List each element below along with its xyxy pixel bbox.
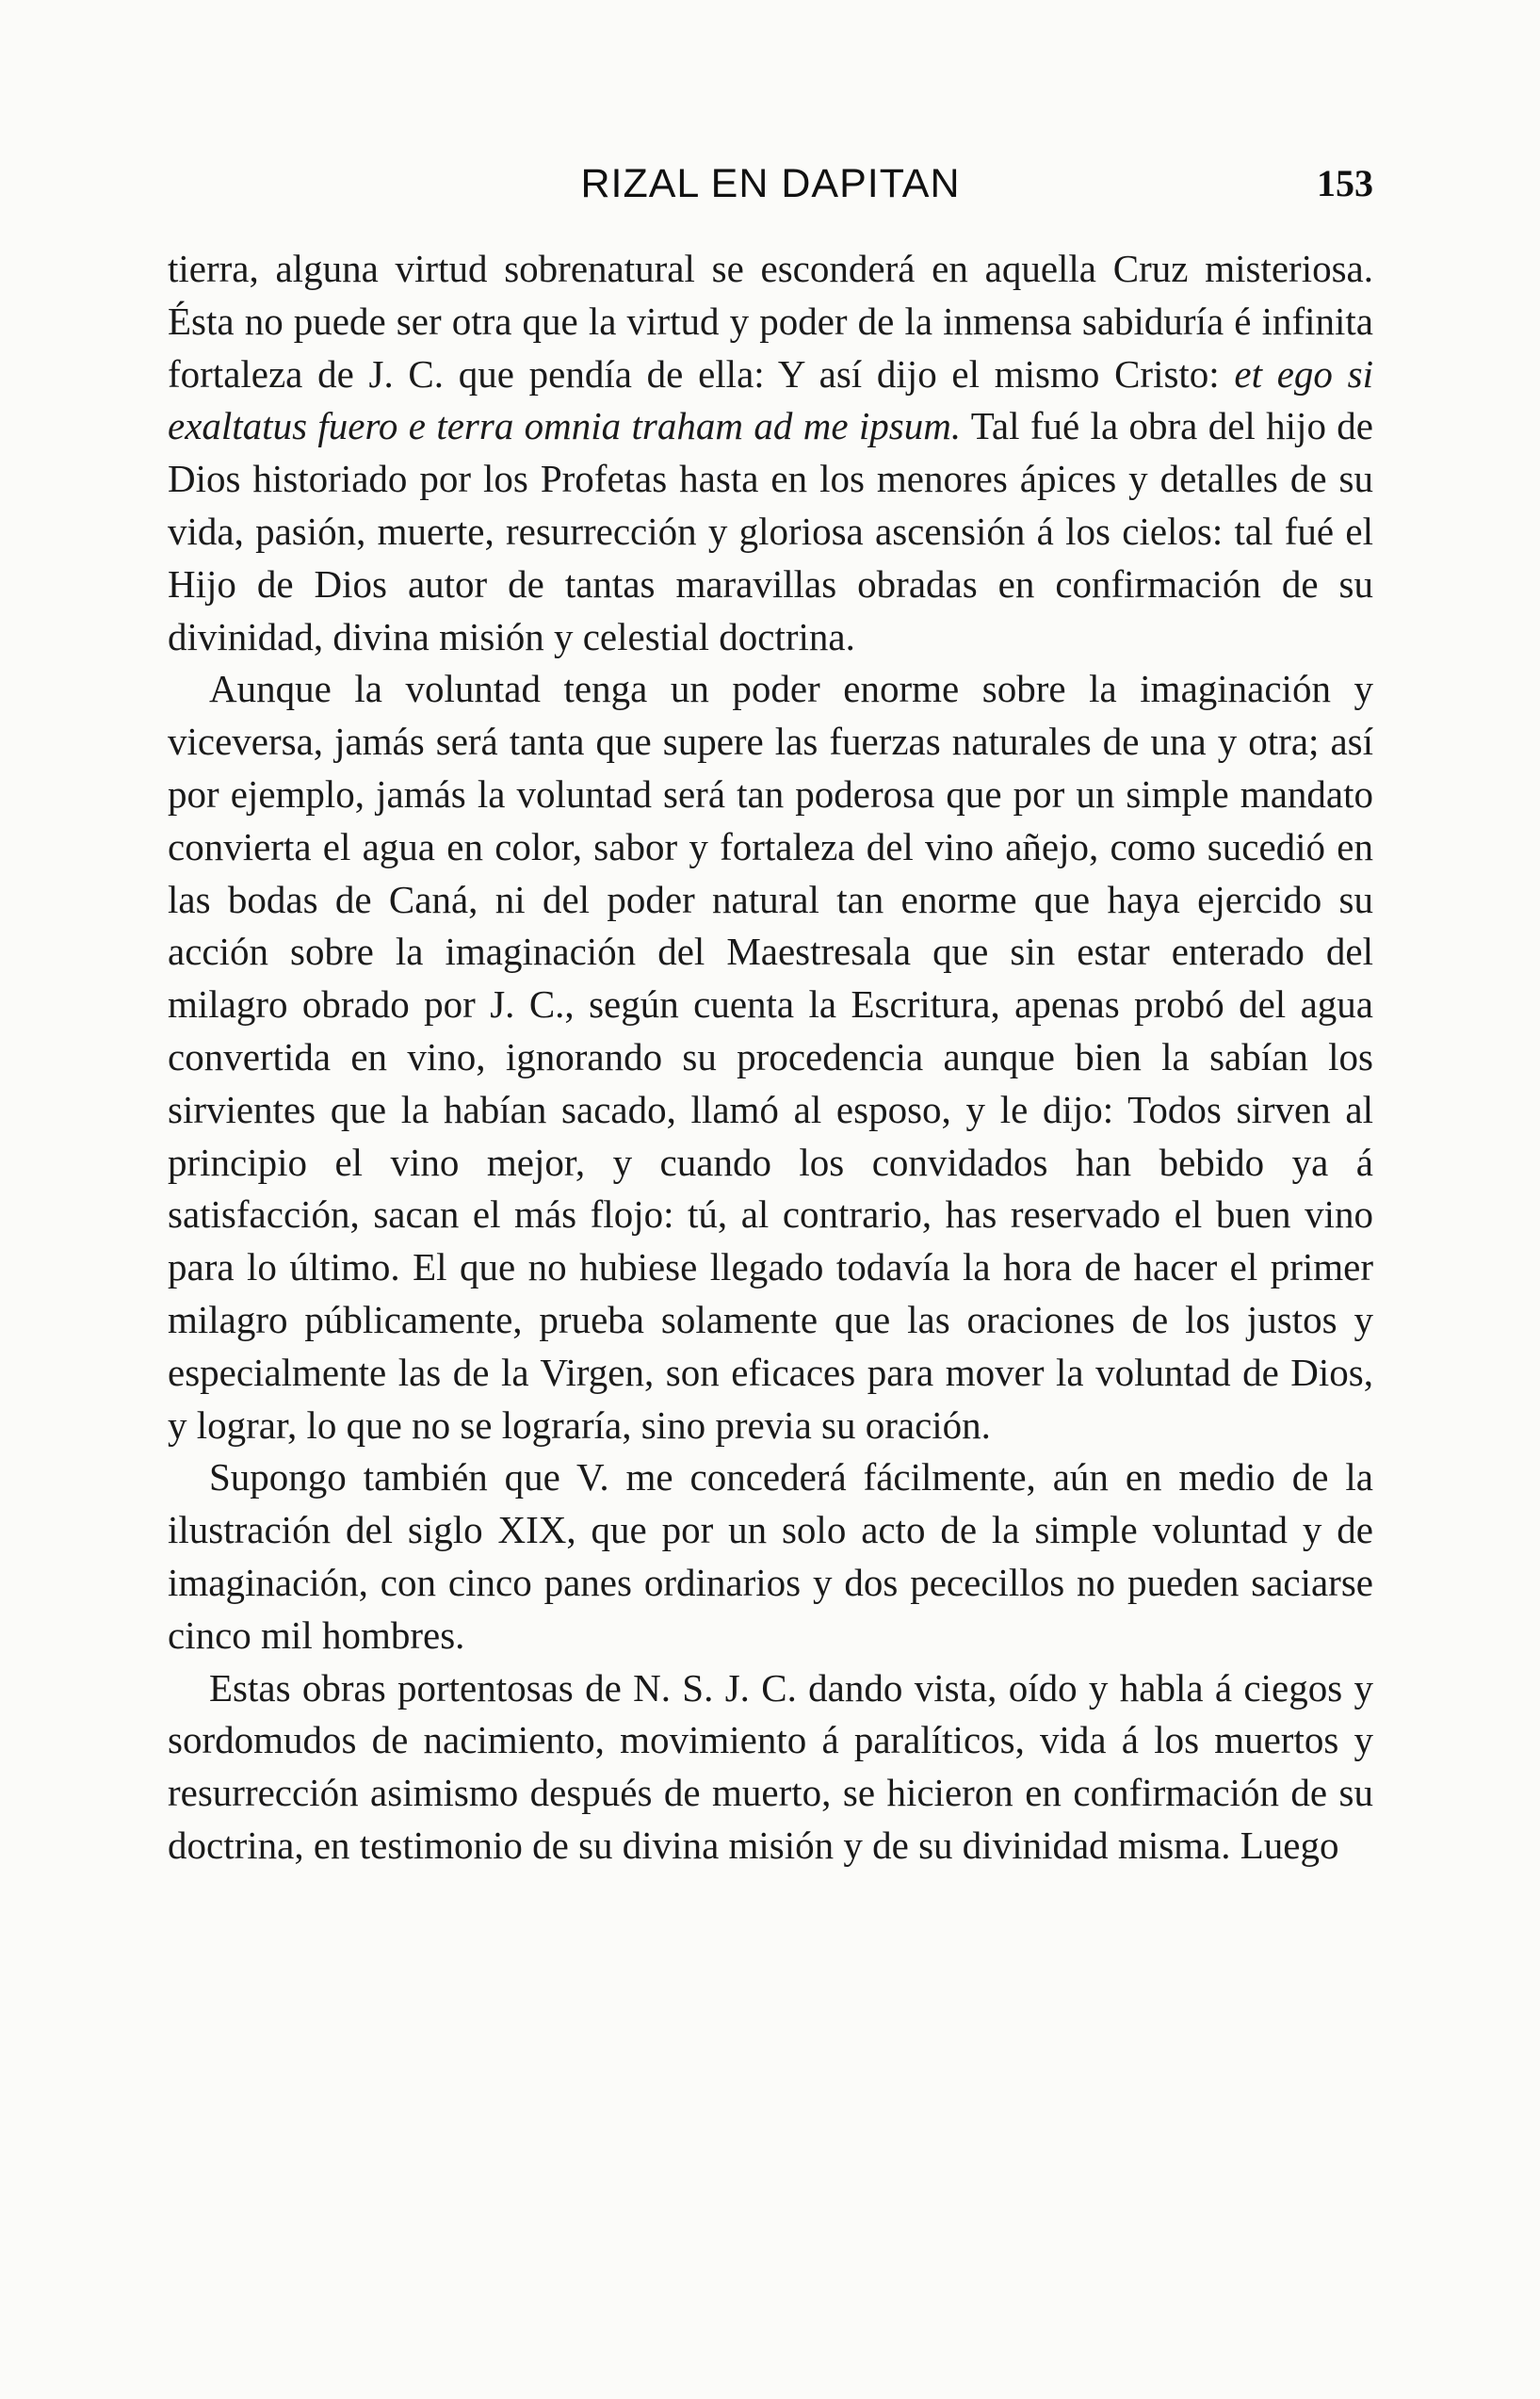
running-head <box>168 155 1373 212</box>
running-title: RIZAL EN DAPITAN <box>580 161 961 206</box>
paragraph: Supongo también que V. me concederá fácilmente, aún en medio de la ilustración del siglo XIX, que por un solo acto de la simple voluntad y de imaginación, con cinco panes ordinarios y dos pececillos no pueden saciarse cinco mil hombres. <box>168 1455 1373 1657</box>
paragraph-text: Tal fué la obra del hijo de Dios historiado por los Profetas hasta en los menores ápices y detalles de su vida, pasión, muerte, resurrección y gloriosa ascensión á los cielos: tal fué el Hijo de Dios autor de tantas maravillas obradas en confirmación de su divinidad, divina misión y celestial doctrina. <box>168 404 1373 658</box>
paragraph: Estas obras portentosas de N. S. J. C. dando vista, oído y habla á ciegos y sordomudos de nacimiento, movimiento á paralíticos, vida á los muertos y resurrección asimismo después de muerto, se hicieron en confirmación de su doctrina, en testimonio de su divina misión y de su divinidad misma. Luego <box>168 1665 1373 1867</box>
paragraph-continuation <box>168 243 1373 663</box>
latin-quotation: et ego si exaltatus fuero e terra omnia traham ad me ipsum. <box>168 351 1373 448</box>
paragraph: Aunque la voluntad tenga un poder enorme sobre la imaginación y viceversa, jamás será tanta que supere las fuerzas naturales de una y otra; así por ejemplo, jamás la voluntad será tan poderosa que por un simple mandato convierta el agua en color, sabor y fortaleza del vino añejo, como sucedió en las bodas de Caná, ni del poder natural tan enorme que haya ejercido su acción sobre la imaginación del Maestresala que sin estar enterado del milagro obrado por J. C., según cuenta la Escritura, apenas probó del agua convertida en vino, ignorando su procedencia aunque bien la sabían los sirvientes que la habían sacado, llamó al esposo, y le dijo: Todos sirven al principio el vino mejor, y cuando los convidados han bebido ya á satisfacción, sacan el más flojo: tú, al contrario, has reservado el buen vino para lo último. El que no hubiese llegado todavía la hora de hacer el primer milagro públicamente, prueba solamente que las oraciones de los justos y especialmente las de la Virgen, son eficaces para mover la voluntad de Dios, y lograr, lo que no se lograría, sino previa su oración. <box>168 667 1373 1447</box>
paragraph-text: tierra, alguna virtud sobrenatural se esconderá en aquella Cruz misteriosa. Ésta no puede ser otra que la virtud y poder de la inmensa sabiduría é infinita fortaleza de J. C. que pendía de ella: Y así dijo el mismo Cristo: <box>168 247 1373 396</box>
page-number: 153 <box>1317 162 1373 204</box>
body-text <box>168 243 1373 1872</box>
